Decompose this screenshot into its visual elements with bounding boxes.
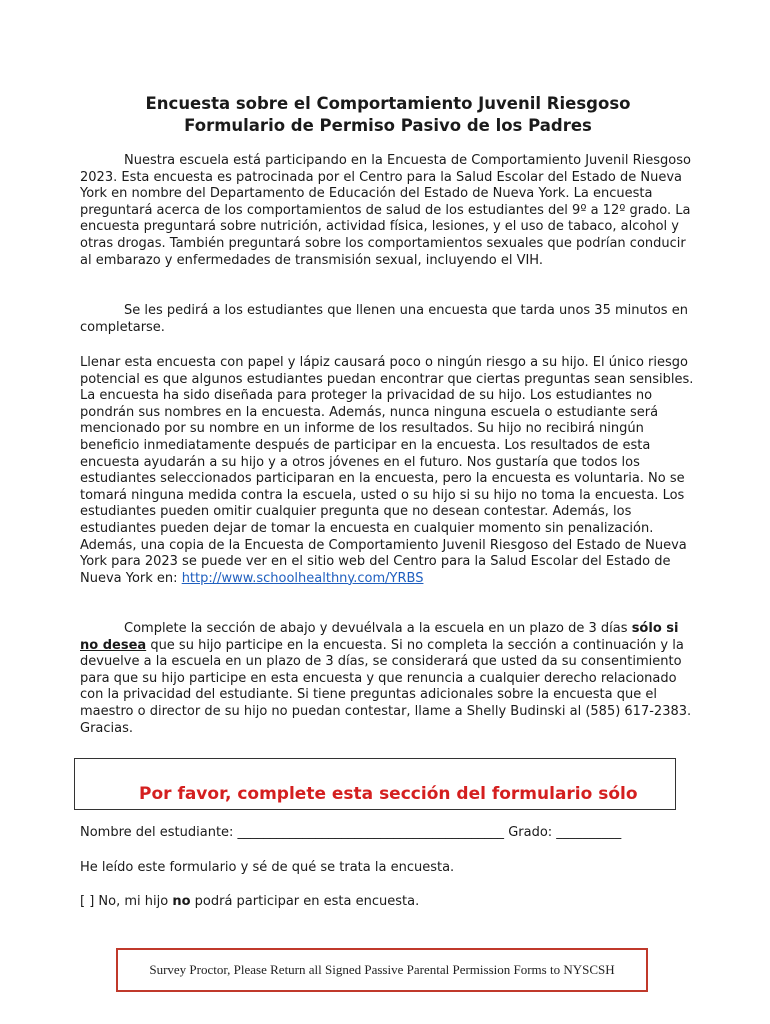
- read-statement: He leído este formulario y sé de qué se trata la encuesta.: [80, 860, 455, 875]
- opt-out-checkbox-pre[interactable]: [ ] No, mi hijo: [80, 894, 169, 909]
- instructions-paragraph: [80, 621, 696, 737]
- instructions-text-pre: Complete la sección de abajo y devuélvala a la escuela en un plazo de 3 días: [124, 621, 628, 636]
- instructions-do-not-want: no desea: [80, 637, 147, 653]
- student-name-grade-field[interactable]: Nombre del estudiante: _________________________________________ Grado: __________: [80, 825, 622, 840]
- document-title-line-1: Encuesta sobre el Comportamiento Juvenil Riesgoso: [145, 94, 631, 113]
- yrbs-link[interactable]: http://www.schoolhealthny.com/YRBS: [181, 570, 424, 586]
- opt-out-notice-text: Por favor, complete esta sección del formulario sólo: [139, 784, 638, 804]
- proctor-return-text: Survey Proctor, Please Return all Signed Passive Parental Permission Forms to NYSCSH: [149, 962, 615, 977]
- instructions-text-post: que su hijo participe en la encuesta. Si no completa la sección a continuación y la devuelve a la escuela en un plazo de 3 días, se considerará que usted da su consentimiento para que su hijo participe en esta encuesta y que renuncia a cualquier derecho relacionado con la privacidad del estudiante. Si tiene preguntas adicionales sobre la encuesta que el maestro o director de su hijo no puedan contestar, llame a Shelly Budinski al (585) 617-2383. Gracias.: [80, 637, 692, 736]
- opt-out-checkbox-post: podrá participar en esta encuesta.: [194, 894, 420, 909]
- document-title-line-2: Formulario de Permiso Pasivo de los Padres: [184, 116, 592, 135]
- risk-paragraph: [80, 355, 696, 587]
- risk-paragraph-text: Llenar esta encuesta con papel y lápiz causará poco o ningún riesgo a su hijo. El único riesgo potencial es que algunos estudiantes puedan encontrar que ciertas preguntas sean sensibles. La encuesta ha sido diseñada para proteger la privacidad de su hijo. Los estudiantes no pondrán sus nombres en la encuesta. Además, nunca ninguna escuela o estudiante será mencionado por su nombre en un informe de los resultados. Su hijo no recibirá ningún beneficio inmediatamente después de participar en la encuesta. Los resultados de esta encuesta ayudarán a su hijo y a otros jóvenes en el futuro. Nos gustaría que todos los estudiantes seleccionados participaran en la encuesta, pero la encuesta es voluntaria. No se tomará ninguna medida contra la escuela, usted o su hijo si su hijo no toma la encuesta. Los estudiantes pueden omitir cualquier pregunta que no desean contestar. Además, los estudiantes pueden dejar de tomar la encuesta en cualquier momento sin penalización. Además, una copia de la Encuesta de Comportamiento Juvenil Riesgoso del Estado de Nueva York para 2023 se puede ver en el sitio web del Centro para la Salud Escolar del Estado de Nueva York en:: [80, 355, 694, 586]
- proctor-return-note: [116, 948, 648, 992]
- duration-paragraph: Se les pedirá a los estudiantes que llenen una encuesta que tarda unos 35 minutos en completarse.: [80, 303, 688, 335]
- intro-paragraph: Nuestra escuela está participando en la Encuesta de Comportamiento Juvenil Riesgoso 2023. Esta encuesta es patrocinada por el Centro para la Salud Escolar del Estado de Nueva York en nombre del Departamento de Educación del Estado de Nueva York. La encuesta preguntará acerca de los comportamientos de salud de los estudiantes del 9º a 12º grado. La encuesta preguntará sobre nutrición, actividad física, lesiones, y el uso de tabaco, alcohol y otras drogas. También preguntará sobre los comportamientos sexuales que podrían conducir al embarazo y enfermedades de transmisión sexual, incluyendo el VIH.: [80, 153, 691, 268]
- opt-out-no-bold: no: [172, 894, 191, 909]
- instructions-only-if: sólo si: [631, 621, 679, 636]
- opt-out-notice-box: [74, 758, 676, 810]
- opt-out-checkbox-line[interactable]: [80, 893, 696, 911]
